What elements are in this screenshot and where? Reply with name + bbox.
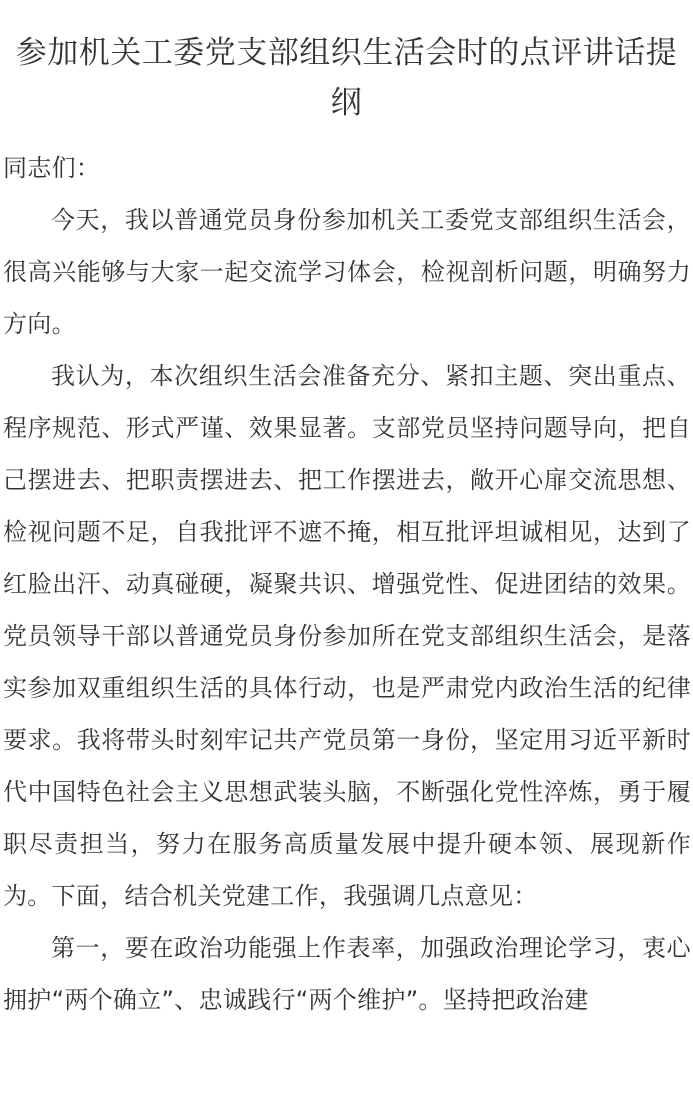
document-title: 参加机关工委党支部组织生活会时的点评讲话提纲 [15, 35, 678, 121]
paragraph-assessment: 我认为，本次组织生活会准备充分、紧扣主题、突出重点、程序规范、形式严谨、效果显著。支部党员坚持问题导向，把自己摆进去、把职责摆进去、把工作摆进去，敞开心扉交流思想、检视问题不足，自我批评不遮不掩，相互批评坦诚相见，达到了红脸出汗、动真碰硬，凝聚共识、增强党性、促进团结的效果。党员领导干部以普通党员身份参加所在党支部组织生活会，是落实参加双重组织生活的具体行动，也是严肃党内政治生活的纪律要求。我将带头时刻牢记共产党员第一身份，坚定用习近平新时代中国特色社会主义思想武装头脑，不断强化党性淬炼，勇于履职尽责担当，努力在服务高质量发展中提升硬本领、展现新作为。下面，结合机关党建工作，我强调几点意见： [3, 362, 691, 910]
paragraph-point-one: 第一，要在政治功能强上作表率，加强政治理论学习，衷心拥护“两个确立”、忠诚践行“两个维护”。坚持把政治建 [3, 934, 691, 1014]
document-body [0, 142, 693, 1026]
salutation: 同志们： [3, 154, 101, 182]
paragraph-intro: 今天，我以普通党员身份参加机关工委党支部组织生活会，很高兴能够与大家一起交流学习体会，检视剖析问题，明确努力方向。 [3, 206, 691, 338]
